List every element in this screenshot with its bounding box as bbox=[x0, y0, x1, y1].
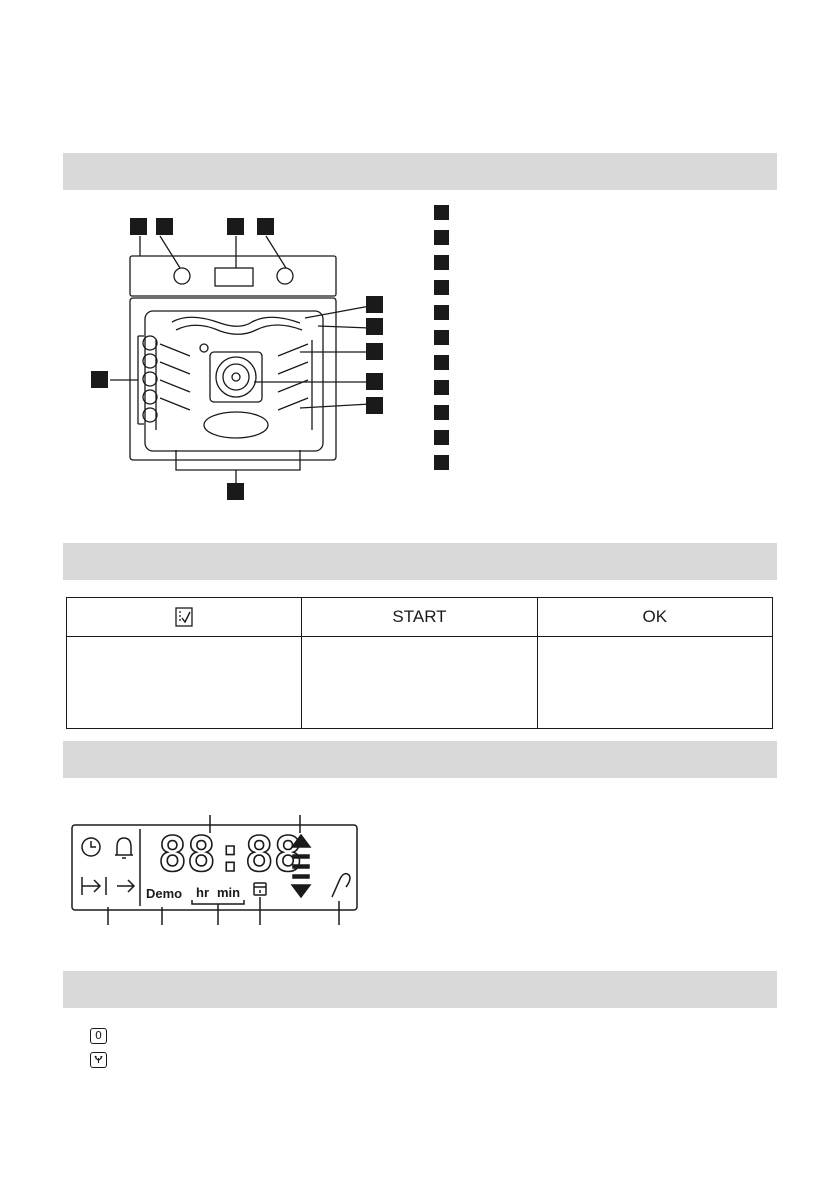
oven-diagram bbox=[0, 0, 840, 540]
duration-icon bbox=[82, 877, 106, 895]
legend-marker-4 bbox=[434, 280, 449, 295]
legend-marker-6 bbox=[434, 330, 449, 345]
column-header-ok: OK bbox=[537, 598, 772, 637]
display-diagram bbox=[60, 805, 380, 945]
display-digits: 88:88 bbox=[158, 827, 303, 883]
legend-marker-2 bbox=[434, 230, 449, 245]
lamp bbox=[200, 344, 208, 352]
child-lock-key-icon bbox=[90, 1052, 107, 1068]
controls-table bbox=[66, 597, 773, 729]
callout-9 bbox=[366, 397, 383, 414]
legend-marker-8 bbox=[434, 380, 449, 395]
table-cell bbox=[302, 637, 537, 729]
table-cell bbox=[67, 637, 302, 729]
bell-icon bbox=[115, 838, 133, 858]
key-row-zero bbox=[90, 1028, 107, 1044]
min-label: min bbox=[217, 885, 241, 900]
shelf-support-left bbox=[156, 340, 190, 430]
shelf-support-right bbox=[278, 340, 312, 430]
table-cell bbox=[537, 637, 772, 729]
legend-marker-11 bbox=[434, 455, 449, 470]
legend-marker-3 bbox=[434, 255, 449, 270]
legend-marker-7 bbox=[434, 355, 449, 370]
callout-1 bbox=[130, 218, 147, 235]
knob-left bbox=[174, 268, 190, 284]
arrow-down-icon bbox=[292, 885, 310, 897]
callout-7 bbox=[366, 343, 383, 360]
callout-10 bbox=[91, 371, 108, 388]
callout-3 bbox=[227, 218, 244, 235]
column-header-checklist bbox=[67, 598, 302, 637]
bottom-heater bbox=[204, 412, 268, 438]
callout-2 bbox=[156, 218, 173, 235]
key-row-child-lock bbox=[90, 1052, 107, 1068]
callout-8 bbox=[366, 373, 383, 390]
column-header-start: START bbox=[302, 598, 537, 637]
fan bbox=[216, 357, 256, 397]
meat-probe-icon bbox=[332, 874, 350, 897]
legend-marker-1 bbox=[434, 205, 449, 220]
control-panel bbox=[130, 256, 336, 296]
section-band-display bbox=[63, 741, 777, 778]
legend-marker-5 bbox=[434, 305, 449, 320]
lock-icon bbox=[254, 883, 266, 895]
legend-marker-9 bbox=[434, 405, 449, 420]
fan-cover bbox=[210, 352, 262, 402]
zero-key-icon: 0 bbox=[90, 1028, 107, 1044]
section-band-keys bbox=[63, 971, 777, 1008]
knob-right bbox=[277, 268, 293, 284]
callout-11 bbox=[227, 483, 244, 500]
callout-6 bbox=[366, 318, 383, 335]
callout-4 bbox=[257, 218, 274, 235]
panel-display bbox=[215, 268, 253, 286]
legend-marker-10 bbox=[434, 430, 449, 445]
legend-markers bbox=[434, 205, 454, 480]
section-band-control-panel bbox=[63, 543, 777, 580]
checklist-icon bbox=[174, 607, 194, 627]
hr-label: hr bbox=[196, 885, 209, 900]
demo-label: Demo bbox=[146, 886, 183, 901]
end-time-icon bbox=[117, 880, 134, 892]
callout-5 bbox=[366, 296, 383, 313]
